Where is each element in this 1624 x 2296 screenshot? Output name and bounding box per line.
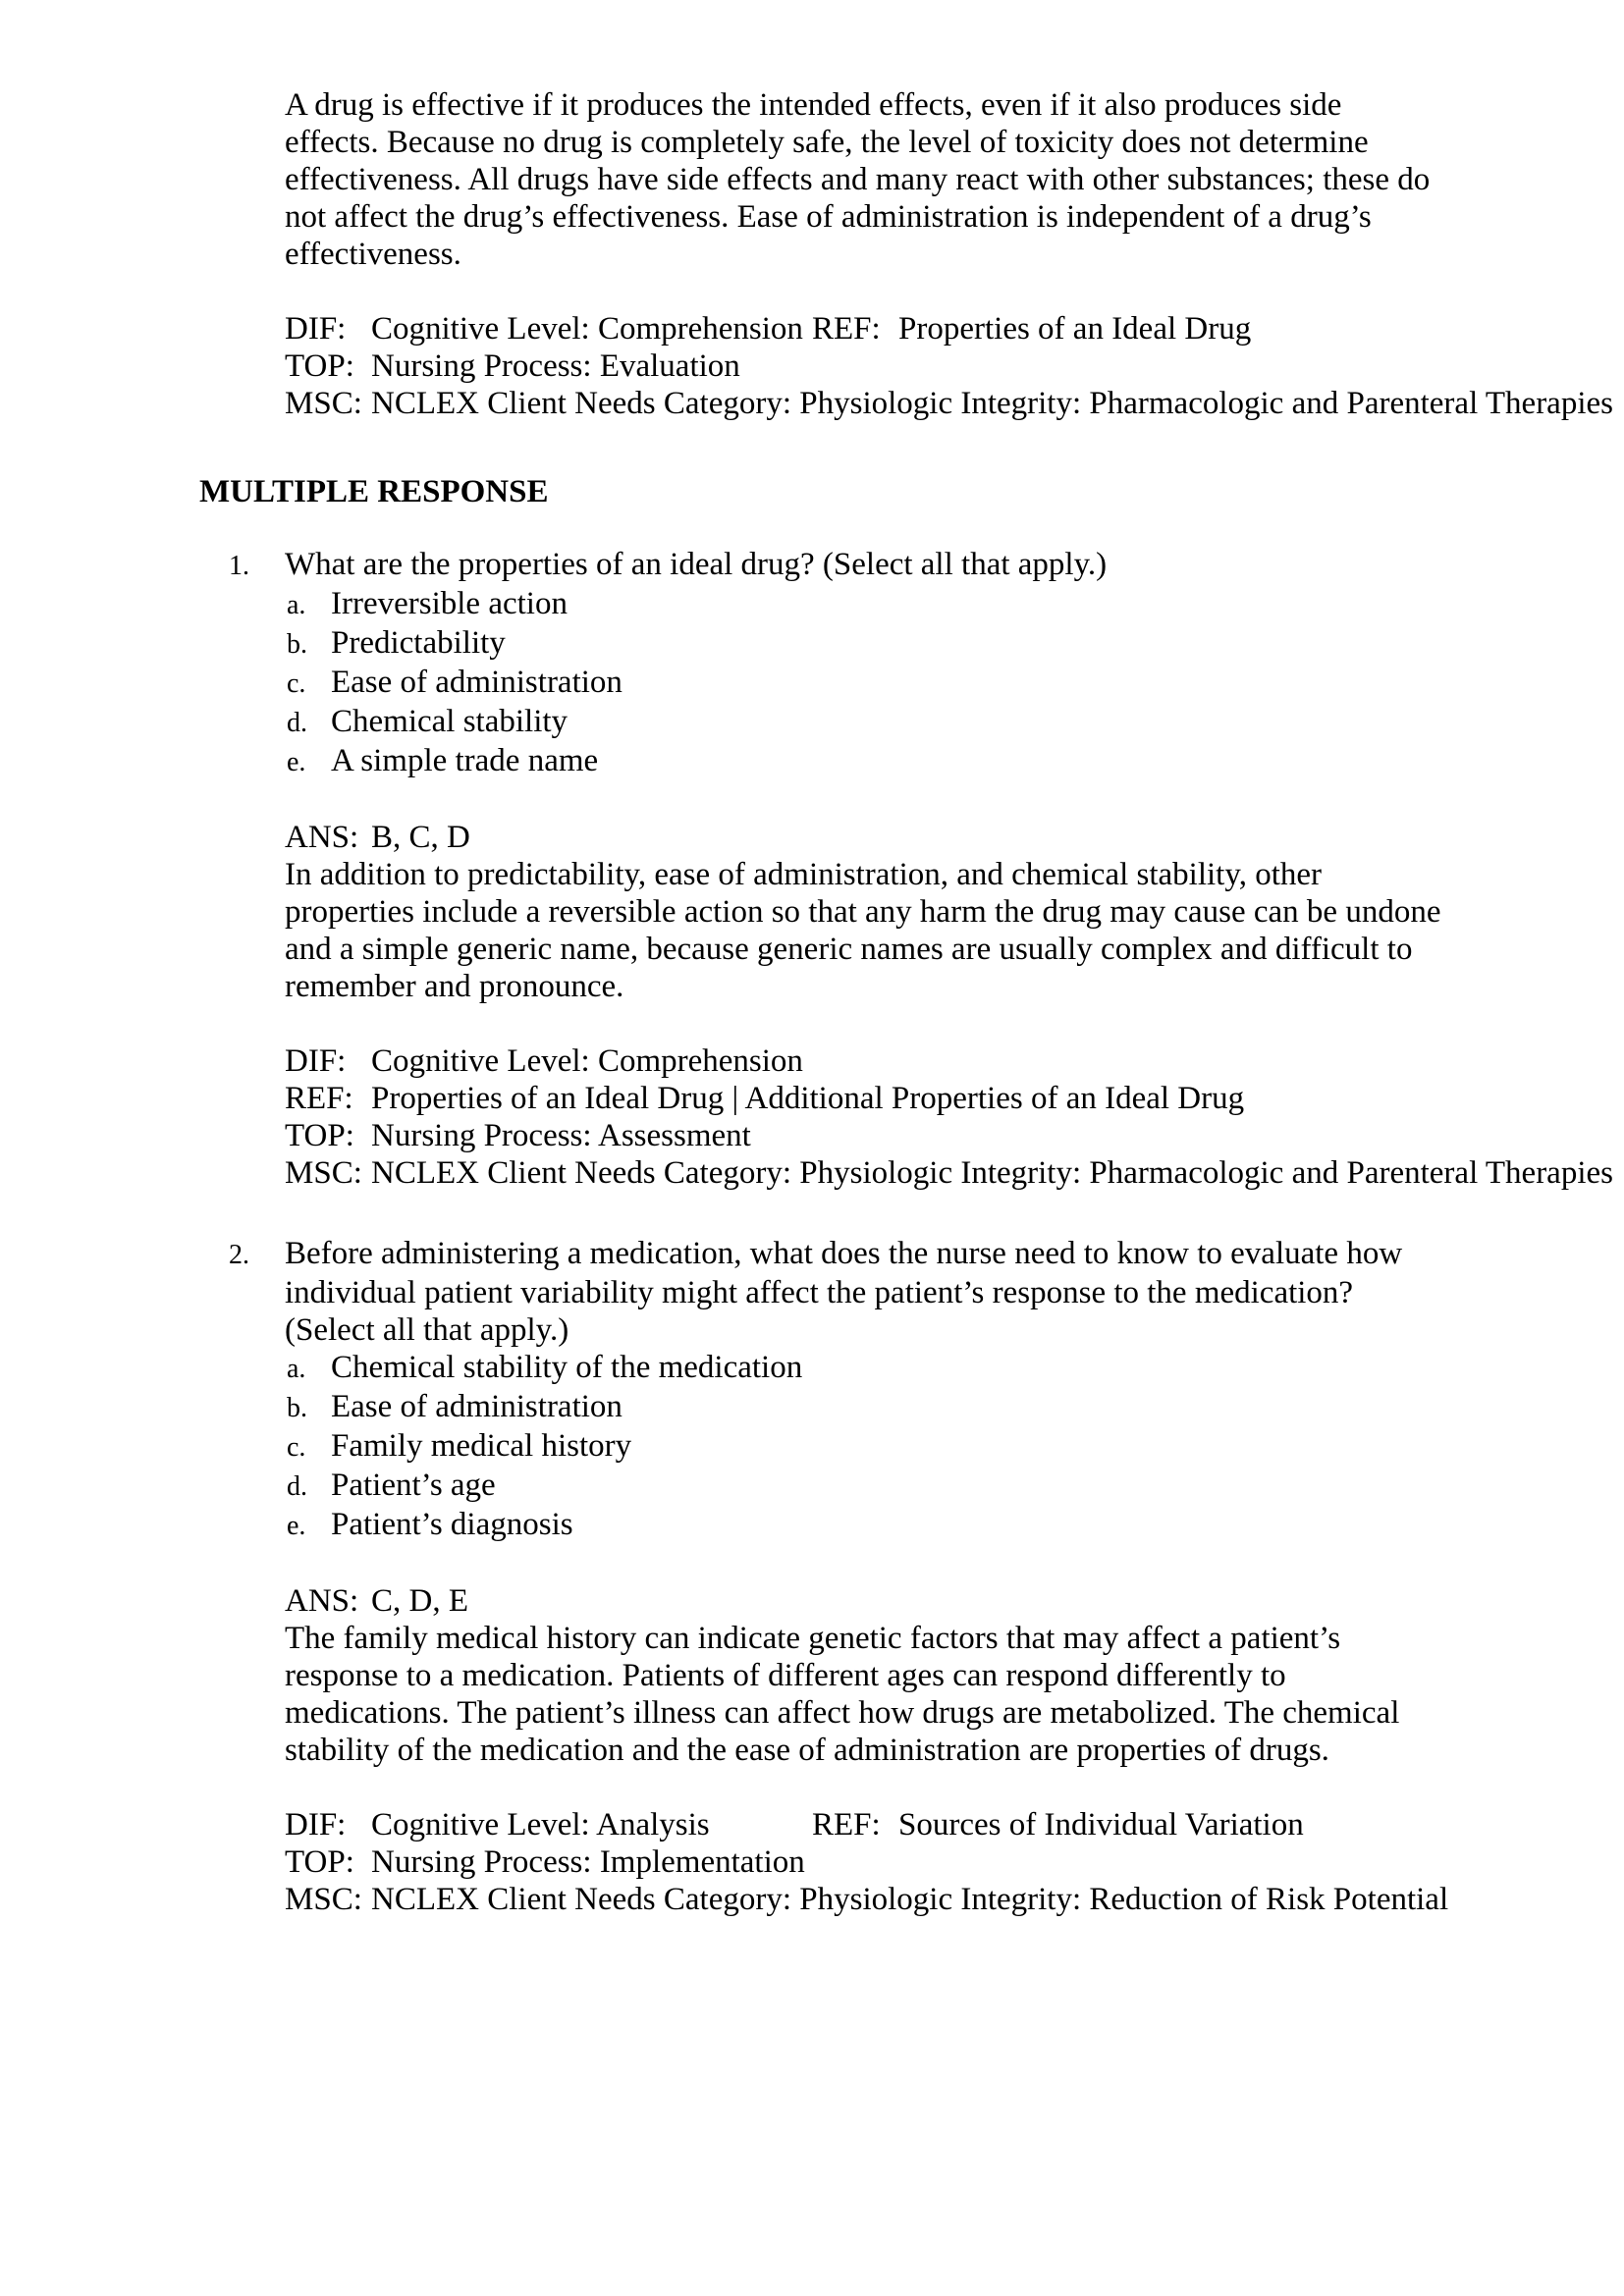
meta-row-top [285, 347, 1624, 385]
option-letter-e: e. [287, 747, 306, 777]
meta-row-dif [285, 1042, 1624, 1080]
question-2-option-c [287, 1427, 1421, 1467]
meta-value-top: Nursing Process: Implementation [371, 1844, 805, 1880]
option-text-d: Patient’s age [331, 1468, 496, 1503]
option-letter-d: d. [287, 708, 307, 738]
option-letter-b: b. [287, 1393, 307, 1423]
meta-label-dif: DIF: [285, 1807, 347, 1842]
meta-label-msc: MSC: [285, 1155, 362, 1191]
option-text-c: Family medical history [331, 1428, 632, 1464]
question-1-option-c [287, 664, 1421, 703]
question-1 [0, 546, 1624, 1192]
question-1-option-d [287, 703, 1421, 742]
option-letter-b: b. [287, 629, 307, 660]
meta-pair-dif [285, 310, 812, 347]
meta-value-dif: Cognitive Level: Comprehension [371, 311, 803, 347]
option-text-b: Ease of administration [331, 1389, 623, 1424]
meta-row-msc [285, 1881, 1624, 1918]
meta-label-dif: DIF: [285, 311, 347, 347]
question-1-stem: What are the properties of an ideal drug? (Select all that apply.) [285, 547, 1108, 582]
meta-label-top: TOP: [285, 348, 354, 384]
option-text-b: Predictability [331, 625, 506, 661]
meta-value-ref: Properties of an Ideal Drug [898, 311, 1252, 347]
question-1-answer-row [285, 819, 1624, 856]
meta-label-msc: MSC: [285, 1882, 362, 1917]
question-2-rationale: The family medical history can indicate genetic factors that may affect a patient’s response to a medication. Patients of different ages can respond differently to medications. The patient’s illness can affect how drugs are metabolized. The chemical stability of the medication and the ease of administration are properties of drugs. [285, 1621, 1400, 1768]
question-1-option-b [287, 624, 1421, 664]
option-letter-c: c. [287, 668, 306, 699]
meta-value-msc: NCLEX Client Needs Category: Physiologic Integrity: Pharmacologic and Parenteral Therapies [371, 386, 1613, 421]
option-letter-a: a. [287, 590, 306, 620]
meta-value-ref: Sources of Individual Variation [898, 1807, 1304, 1842]
meta-row-msc [285, 385, 1624, 422]
option-letter-e: e. [287, 1511, 306, 1541]
meta-row-top [285, 1843, 1624, 1881]
option-letter-c: c. [287, 1432, 306, 1463]
option-text-d: Chemical stability [331, 704, 568, 739]
question-2-number: 2. [229, 1240, 249, 1270]
meta-row-top [285, 1117, 1624, 1154]
meta-label-ref: REF: [812, 311, 881, 347]
meta-row-dif-ref [285, 310, 1624, 347]
question-2-option-b [287, 1388, 1421, 1427]
question-1-meta-block [285, 1042, 1624, 1192]
question-1-option-a [287, 585, 1421, 624]
option-text-a: Irreversible action [331, 586, 568, 621]
meta-value-msc: NCLEX Client Needs Category: Physiologic Integrity: Pharmacologic and Parenteral Therapies [371, 1155, 1613, 1191]
meta-value-msc: NCLEX Client Needs Category: Physiologic Integrity: Reduction of Risk Potential [371, 1882, 1449, 1917]
meta-label-top: TOP: [285, 1844, 354, 1880]
question-2-answer-row [285, 1582, 1624, 1620]
meta-label-top: TOP: [285, 1118, 354, 1153]
option-text-e: Patient’s diagnosis [331, 1507, 573, 1542]
meta-value-top: Nursing Process: Evaluation [371, 348, 740, 384]
question-1-number: 1. [229, 551, 249, 581]
question-2-meta-block [285, 1806, 1624, 1918]
section-heading: MULTIPLE RESPONSE [199, 474, 549, 509]
meta-value-top: Nursing Process: Assessment [371, 1118, 751, 1153]
answer-value: B, C, D [371, 820, 470, 855]
answer-label: ANS: [285, 1583, 359, 1619]
option-letter-a: a. [287, 1354, 306, 1384]
answer-label: ANS: [285, 820, 359, 855]
question-1-option-e [287, 742, 1421, 781]
intro-rationale-paragraph: A drug is effective if it produces the intended effects, even if it also produces side effects. Because no drug is completely safe, the level of toxicity does not determine effectiveness. All drugs have side effects and many react with other substances; these do not affect the drug’s effectiveness. Ease of administration is independent of a drug’s effectiveness. [285, 87, 1431, 272]
meta-label-ref: REF: [812, 1807, 881, 1842]
question-1-stem-row [229, 546, 1443, 585]
meta-label-dif: DIF: [285, 1043, 347, 1079]
question-2-option-e [287, 1506, 1421, 1545]
question-2-stem-row [229, 1235, 1443, 1349]
meta-row-msc [285, 1154, 1624, 1192]
option-text-e: A simple trade name [331, 743, 599, 778]
option-text-a: Chemical stability of the medication [331, 1350, 803, 1385]
answer-value: C, D, E [371, 1583, 468, 1619]
question-2-stem: Before administering a medication, what does the nurse need to know to evaluate how individual patient variability might affect the patient’s response to the medication? (Select all that apply.) [285, 1236, 1403, 1348]
option-text-c: Ease of administration [331, 665, 623, 700]
option-letter-d: d. [287, 1471, 307, 1502]
question-1-rationale: In addition to predictability, ease of administration, and chemical stability, other properties include a reversible action so that any harm the drug may cause can be undone and a simple generic name, because generic names are usually complex and difficult to remember and pronounce. [285, 857, 1441, 1004]
intro-meta-block [285, 310, 1624, 422]
meta-pair-dif [285, 1806, 812, 1843]
meta-row-dif-ref [285, 1806, 1624, 1843]
meta-value-dif: Cognitive Level: Comprehension [371, 1043, 803, 1079]
question-2-option-d [287, 1467, 1421, 1506]
meta-label-ref: REF: [285, 1081, 353, 1116]
question-2 [0, 1235, 1624, 1918]
question-2-option-a [287, 1349, 1421, 1388]
meta-value-ref: Properties of an Ideal Drug | Additional Properties of an Ideal Drug [371, 1081, 1245, 1116]
meta-value-dif: Cognitive Level: Analysis [371, 1807, 710, 1842]
meta-label-msc: MSC: [285, 386, 362, 421]
meta-row-ref [285, 1080, 1624, 1117]
